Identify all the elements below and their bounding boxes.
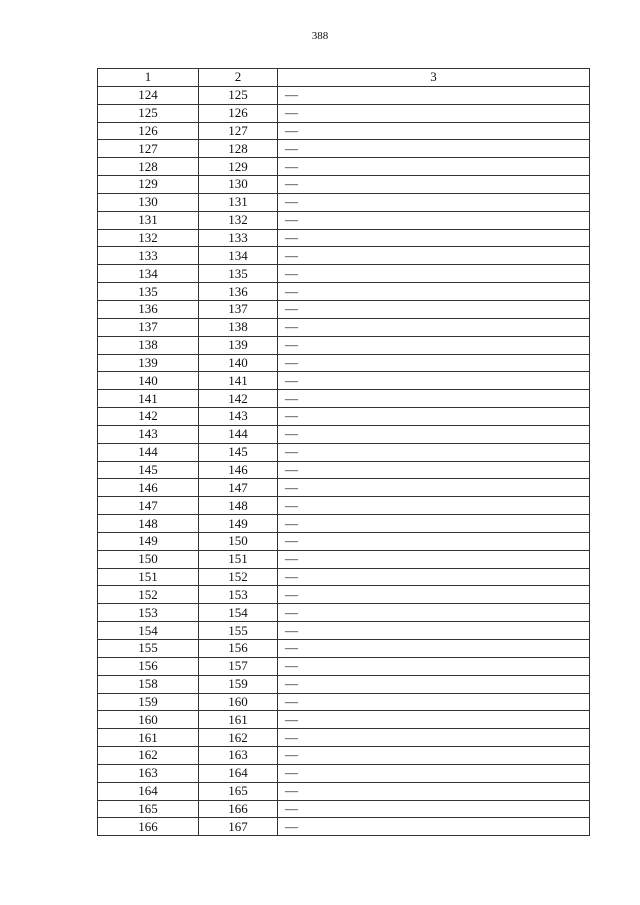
table-cell-col3: — xyxy=(278,532,590,550)
table-cell-col3: — xyxy=(278,479,590,497)
table-cell-col2: 133 xyxy=(199,229,278,247)
table-cell-col2: 149 xyxy=(199,515,278,533)
table-row xyxy=(98,408,590,426)
table-cell-col3: — xyxy=(278,372,590,390)
table-cell-col1: 140 xyxy=(98,372,199,390)
table-cell-col1: 138 xyxy=(98,336,199,354)
table-row xyxy=(98,193,590,211)
table-cell-col1: 151 xyxy=(98,568,199,586)
table-cell-col1: 164 xyxy=(98,782,199,800)
table-cell-col2: 146 xyxy=(199,461,278,479)
table-cell-col2: 136 xyxy=(199,283,278,301)
table-cell-col2: 153 xyxy=(199,586,278,604)
table-cell-col2: 154 xyxy=(199,604,278,622)
table-cell-col1: 149 xyxy=(98,532,199,550)
table-cell-col1: 158 xyxy=(98,675,199,693)
table-cell-col2: 162 xyxy=(199,729,278,747)
table-cell-col3: — xyxy=(278,515,590,533)
table-row xyxy=(98,425,590,443)
data-table xyxy=(97,68,590,836)
table-cell-col1: 145 xyxy=(98,461,199,479)
table-row xyxy=(98,283,590,301)
table-row xyxy=(98,229,590,247)
table-cell-col2: 159 xyxy=(199,675,278,693)
table-cell-col3: — xyxy=(278,354,590,372)
table-row xyxy=(98,657,590,675)
table-cell-col2: 139 xyxy=(199,336,278,354)
table-cell-col2: 163 xyxy=(199,747,278,765)
table-cell-col2: 144 xyxy=(199,425,278,443)
table-cell-col3: — xyxy=(278,158,590,176)
table-cell-col2: 152 xyxy=(199,568,278,586)
table-row xyxy=(98,300,590,318)
table-cell-col3: — xyxy=(278,640,590,658)
table-cell-col1: 155 xyxy=(98,640,199,658)
table-cell-col2: 140 xyxy=(199,354,278,372)
table-cell-col3: — xyxy=(278,193,590,211)
table-cell-col3: — xyxy=(278,86,590,104)
table-row xyxy=(98,800,590,818)
table-row xyxy=(98,515,590,533)
table-row xyxy=(98,140,590,158)
table-cell-col2: 141 xyxy=(199,372,278,390)
table-cell-col2: 165 xyxy=(199,782,278,800)
table-cell-col1: 130 xyxy=(98,193,199,211)
table-cell-col2: 137 xyxy=(199,300,278,318)
table-cell-col3: — xyxy=(278,336,590,354)
table-cell-col1: 152 xyxy=(98,586,199,604)
table-row xyxy=(98,604,590,622)
table-row xyxy=(98,532,590,550)
table-cell-col2: 164 xyxy=(199,764,278,782)
table-cell-col3: — xyxy=(278,782,590,800)
table-row xyxy=(98,550,590,568)
table-cell-col3: — xyxy=(278,283,590,301)
table-row xyxy=(98,693,590,711)
table-cell-col2: 166 xyxy=(199,800,278,818)
table-cell-col1: 132 xyxy=(98,229,199,247)
table-cell-col2: 138 xyxy=(199,318,278,336)
table-row xyxy=(98,158,590,176)
table-cell-col3: — xyxy=(278,443,590,461)
table-row xyxy=(98,586,590,604)
table-row xyxy=(98,461,590,479)
table-cell-col3: — xyxy=(278,122,590,140)
table-cell-col3: — xyxy=(278,729,590,747)
table-cell-col1: 166 xyxy=(98,818,199,836)
table-cell-col1: 148 xyxy=(98,515,199,533)
table-cell-col3: — xyxy=(278,657,590,675)
table-cell-col3: — xyxy=(278,104,590,122)
table-row xyxy=(98,818,590,836)
table-cell-col1: 161 xyxy=(98,729,199,747)
table-cell-col1: 154 xyxy=(98,622,199,640)
table-cell-col2: 155 xyxy=(199,622,278,640)
table-cell-col2: 156 xyxy=(199,640,278,658)
table-cell-col1: 159 xyxy=(98,693,199,711)
table-cell-col2: 145 xyxy=(199,443,278,461)
table-cell-col2: 125 xyxy=(199,86,278,104)
table-cell-col3: — xyxy=(278,408,590,426)
table-cell-col2: 130 xyxy=(199,176,278,194)
table-cell-col2: 142 xyxy=(199,390,278,408)
table-cell-col1: 134 xyxy=(98,265,199,283)
column-header-3: 3 xyxy=(278,69,590,87)
table-cell-col2: 150 xyxy=(199,532,278,550)
table-cell-col3: — xyxy=(278,229,590,247)
table-cell-col2: 143 xyxy=(199,408,278,426)
table-cell-col1: 128 xyxy=(98,158,199,176)
table-cell-col1: 136 xyxy=(98,300,199,318)
table-row xyxy=(98,479,590,497)
table-row xyxy=(98,764,590,782)
table-row xyxy=(98,265,590,283)
table-cell-col3: — xyxy=(278,622,590,640)
column-header-1: 1 xyxy=(98,69,199,87)
table-cell-col1: 133 xyxy=(98,247,199,265)
table-cell-col2: 126 xyxy=(199,104,278,122)
table-cell-col1: 126 xyxy=(98,122,199,140)
table-row xyxy=(98,675,590,693)
table-row xyxy=(98,354,590,372)
table-cell-col1: 146 xyxy=(98,479,199,497)
table-cell-col3: — xyxy=(278,176,590,194)
table-cell-col3: — xyxy=(278,675,590,693)
table-cell-col2: 131 xyxy=(199,193,278,211)
table-cell-col1: 127 xyxy=(98,140,199,158)
table-row xyxy=(98,104,590,122)
table-cell-col3: — xyxy=(278,390,590,408)
table-cell-col3: — xyxy=(278,140,590,158)
table-row xyxy=(98,318,590,336)
table-cell-col1: 137 xyxy=(98,318,199,336)
table-row xyxy=(98,640,590,658)
table-cell-col2: 148 xyxy=(199,497,278,515)
table-row xyxy=(98,568,590,586)
table-cell-col3: — xyxy=(278,265,590,283)
table-cell-col3: — xyxy=(278,586,590,604)
table-row xyxy=(98,782,590,800)
table-row xyxy=(98,247,590,265)
table-cell-col1: 131 xyxy=(98,211,199,229)
table-cell-col1: 147 xyxy=(98,497,199,515)
table-cell-col2: 147 xyxy=(199,479,278,497)
table-cell-col1: 139 xyxy=(98,354,199,372)
table-cell-col2: 135 xyxy=(199,265,278,283)
table-cell-col3: — xyxy=(278,747,590,765)
table-cell-col3: — xyxy=(278,497,590,515)
table-cell-col1: 143 xyxy=(98,425,199,443)
table-cell-col2: 127 xyxy=(199,122,278,140)
table-cell-col3: — xyxy=(278,818,590,836)
table-cell-col3: — xyxy=(278,461,590,479)
table-body xyxy=(98,86,590,835)
table-row xyxy=(98,711,590,729)
table-cell-col2: 132 xyxy=(199,211,278,229)
table-row xyxy=(98,336,590,354)
table-cell-col1: 165 xyxy=(98,800,199,818)
table-cell-col1: 144 xyxy=(98,443,199,461)
table-cell-col2: 129 xyxy=(199,158,278,176)
table-cell-col3: — xyxy=(278,568,590,586)
table-cell-col2: 151 xyxy=(199,550,278,568)
table-cell-col3: — xyxy=(278,800,590,818)
table-cell-col1: 129 xyxy=(98,176,199,194)
table-header-row xyxy=(98,69,590,87)
table-row xyxy=(98,497,590,515)
table-row xyxy=(98,729,590,747)
table-cell-col2: 157 xyxy=(199,657,278,675)
column-header-2: 2 xyxy=(199,69,278,87)
table-cell-col3: — xyxy=(278,693,590,711)
table-row xyxy=(98,176,590,194)
table-cell-col3: — xyxy=(278,318,590,336)
table-cell-col3: — xyxy=(278,711,590,729)
table-row xyxy=(98,443,590,461)
table-cell-col1: 124 xyxy=(98,86,199,104)
table-cell-col2: 128 xyxy=(199,140,278,158)
table-row xyxy=(98,211,590,229)
table-cell-col3: — xyxy=(278,247,590,265)
table-row xyxy=(98,747,590,765)
table-cell-col1: 141 xyxy=(98,390,199,408)
table-cell-col3: — xyxy=(278,764,590,782)
table-cell-col3: — xyxy=(278,550,590,568)
table-cell-col1: 156 xyxy=(98,657,199,675)
table-row xyxy=(98,622,590,640)
table-row xyxy=(98,86,590,104)
table-cell-col1: 135 xyxy=(98,283,199,301)
table-cell-col1: 142 xyxy=(98,408,199,426)
table-cell-col2: 167 xyxy=(199,818,278,836)
table-cell-col1: 160 xyxy=(98,711,199,729)
page-number: 388 xyxy=(311,30,329,42)
table-cell-col1: 153 xyxy=(98,604,199,622)
table-cell-col2: 160 xyxy=(199,693,278,711)
table-row xyxy=(98,122,590,140)
table-cell-col2: 161 xyxy=(199,711,278,729)
table-row xyxy=(98,390,590,408)
table-cell-col1: 163 xyxy=(98,764,199,782)
table-cell-col3: — xyxy=(278,604,590,622)
table-cell-col1: 125 xyxy=(98,104,199,122)
table-cell-col3: — xyxy=(278,211,590,229)
table-cell-col2: 134 xyxy=(199,247,278,265)
table-cell-col1: 162 xyxy=(98,747,199,765)
table-cell-col3: — xyxy=(278,300,590,318)
table-cell-col1: 150 xyxy=(98,550,199,568)
table-cell-col3: — xyxy=(278,425,590,443)
table-row xyxy=(98,372,590,390)
